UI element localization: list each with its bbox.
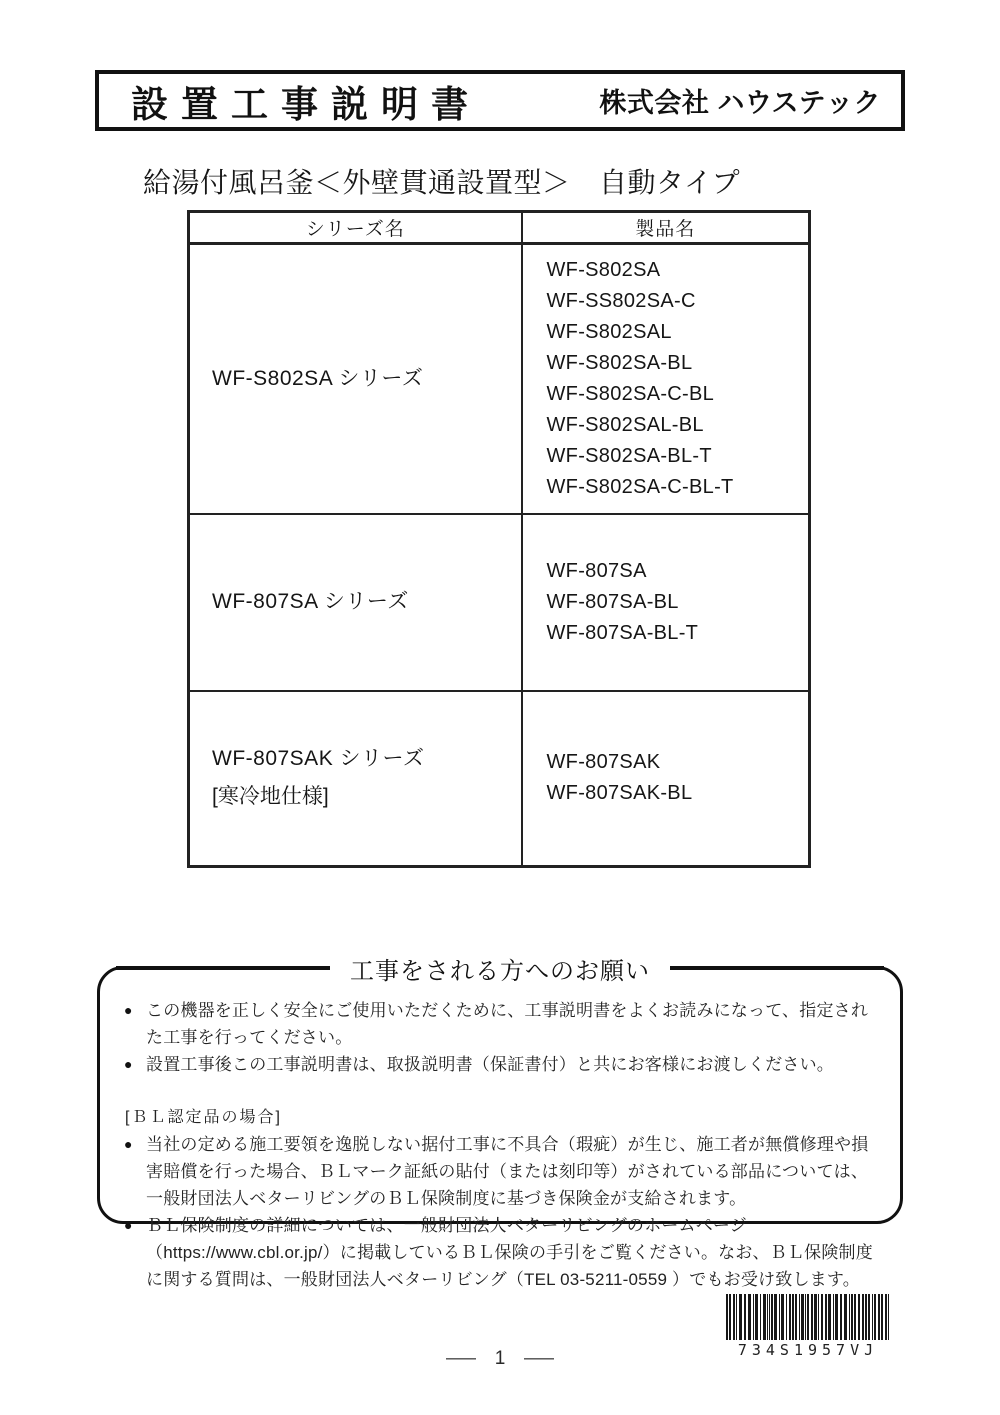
legend-line-right: [670, 966, 884, 970]
company-name: 株式会社 ハウステック: [599, 88, 881, 118]
document-header: [95, 70, 905, 131]
barcode-value: 734S1957VJ: [737, 1341, 879, 1359]
product-name: WF-S802SAL-BL: [546, 413, 704, 436]
bullet-icon: ●: [124, 1002, 133, 1018]
series-name: WF-807SA シリーズ: [212, 590, 409, 613]
notice-bullet: [124, 1051, 882, 1078]
series-note: [寒冷地仕様]: [212, 785, 329, 809]
series-cell: [189, 244, 522, 514]
bullet-icon: ●: [124, 1217, 133, 1233]
series-name: WF-807SAK シリーズ: [212, 747, 425, 771]
product-name: WF-S802SA-C-BL: [546, 382, 715, 405]
products-cell: [522, 514, 810, 691]
bullet-text: ＢＬ保険制度の詳細については、一般財団法人ベターリビングのホームページ（https://www.cbl.or.jp/）に掲載しているＢＬ保険の手引をご覧ください。なお、ＢＬ保険制度に関する質問は、一般財団法人ベターリビング（TEL 03-5211-0559 ）でもお受け致します。: [146, 1216, 873, 1289]
bl-certified-heading: [ＢＬ認定品の場合]: [125, 1109, 282, 1126]
product-list: [547, 556, 808, 649]
column-header-product: 製品名: [522, 212, 810, 244]
notice-bullet: [124, 1131, 882, 1212]
bullet-text: 設置工事後この工事説明書は、取扱説明書（保証書付）と共にお客様にお渡しください。: [146, 1055, 834, 1074]
product-name: WF-807SA-BL-T: [546, 621, 699, 644]
product-table: [187, 210, 811, 868]
product-name: WF-S802SA-BL: [546, 351, 693, 374]
product-name: WF-807SAK-BL: [546, 782, 693, 805]
notice-bullets-top: [124, 997, 882, 1078]
table-row-807sa: [189, 514, 810, 691]
series-cell: [189, 514, 522, 691]
barcode-bars-image: [722, 1294, 894, 1340]
table-header-row: [189, 212, 810, 244]
notice-body: [100, 969, 900, 1293]
product-list: [547, 747, 808, 809]
products-cell: [522, 691, 810, 867]
product-name: WF-807SA-BL: [546, 590, 679, 613]
document-subtitle: 給湯付風呂釜＜外壁貫通設置型＞ 自動タイプ: [143, 167, 741, 198]
product-name: WF-S802SA-BL-T: [546, 444, 712, 467]
bullet-text: 当社の定める施工要領を逸脱しない据付工事に不具合（瑕疵）が生じ、施工者が無償修理や損害賠償を行った場合、ＢＬマーク証紙の貼付（または刻印等）がされている部品については、一般財団法人ベターリビングのＢＬ保険制度に基づき保険金が支給されます。: [146, 1135, 869, 1208]
column-header-series: シリーズ名: [189, 212, 522, 244]
product-name: WF-S802SA: [546, 258, 661, 281]
notice-bullet: [124, 1212, 882, 1293]
bullet-text: この機器を正しく安全にご使用いただくために、工事説明書をよくお読みになって、指定された工事を行ってください。: [146, 1001, 869, 1047]
notice-box: [97, 957, 903, 1289]
page-title: 設置工事説明書: [131, 83, 481, 125]
series-cell: [189, 691, 522, 867]
product-name: WF-807SA: [546, 559, 647, 582]
notice-bullets-bl: [124, 1131, 882, 1293]
product-name: WF-SS802SA-C: [546, 289, 696, 312]
table-row-s802sa: [189, 244, 810, 514]
bullet-icon: ●: [124, 1056, 133, 1072]
product-list: [547, 255, 808, 503]
footer-dash-right: —: [524, 1347, 555, 1369]
product-name: WF-S802SA-C-BL-T: [546, 475, 734, 498]
product-name: WF-807SAK: [546, 751, 661, 774]
series-name: WF-S802SA シリーズ: [212, 366, 424, 390]
page-number: 1: [494, 1347, 506, 1369]
notice-bullet: [124, 997, 882, 1051]
table-row-807sak: [189, 691, 810, 867]
bullet-icon: ●: [124, 1136, 133, 1152]
notice-title: 工事をされる方へのお願い: [330, 951, 670, 986]
products-cell: [522, 244, 810, 514]
product-name: WF-S802SAL: [546, 320, 672, 343]
page-footer: [0, 1347, 1000, 1370]
notice-legend: [116, 951, 884, 985]
footer-dash-left: —: [445, 1347, 476, 1369]
legend-line-left: [116, 966, 330, 970]
